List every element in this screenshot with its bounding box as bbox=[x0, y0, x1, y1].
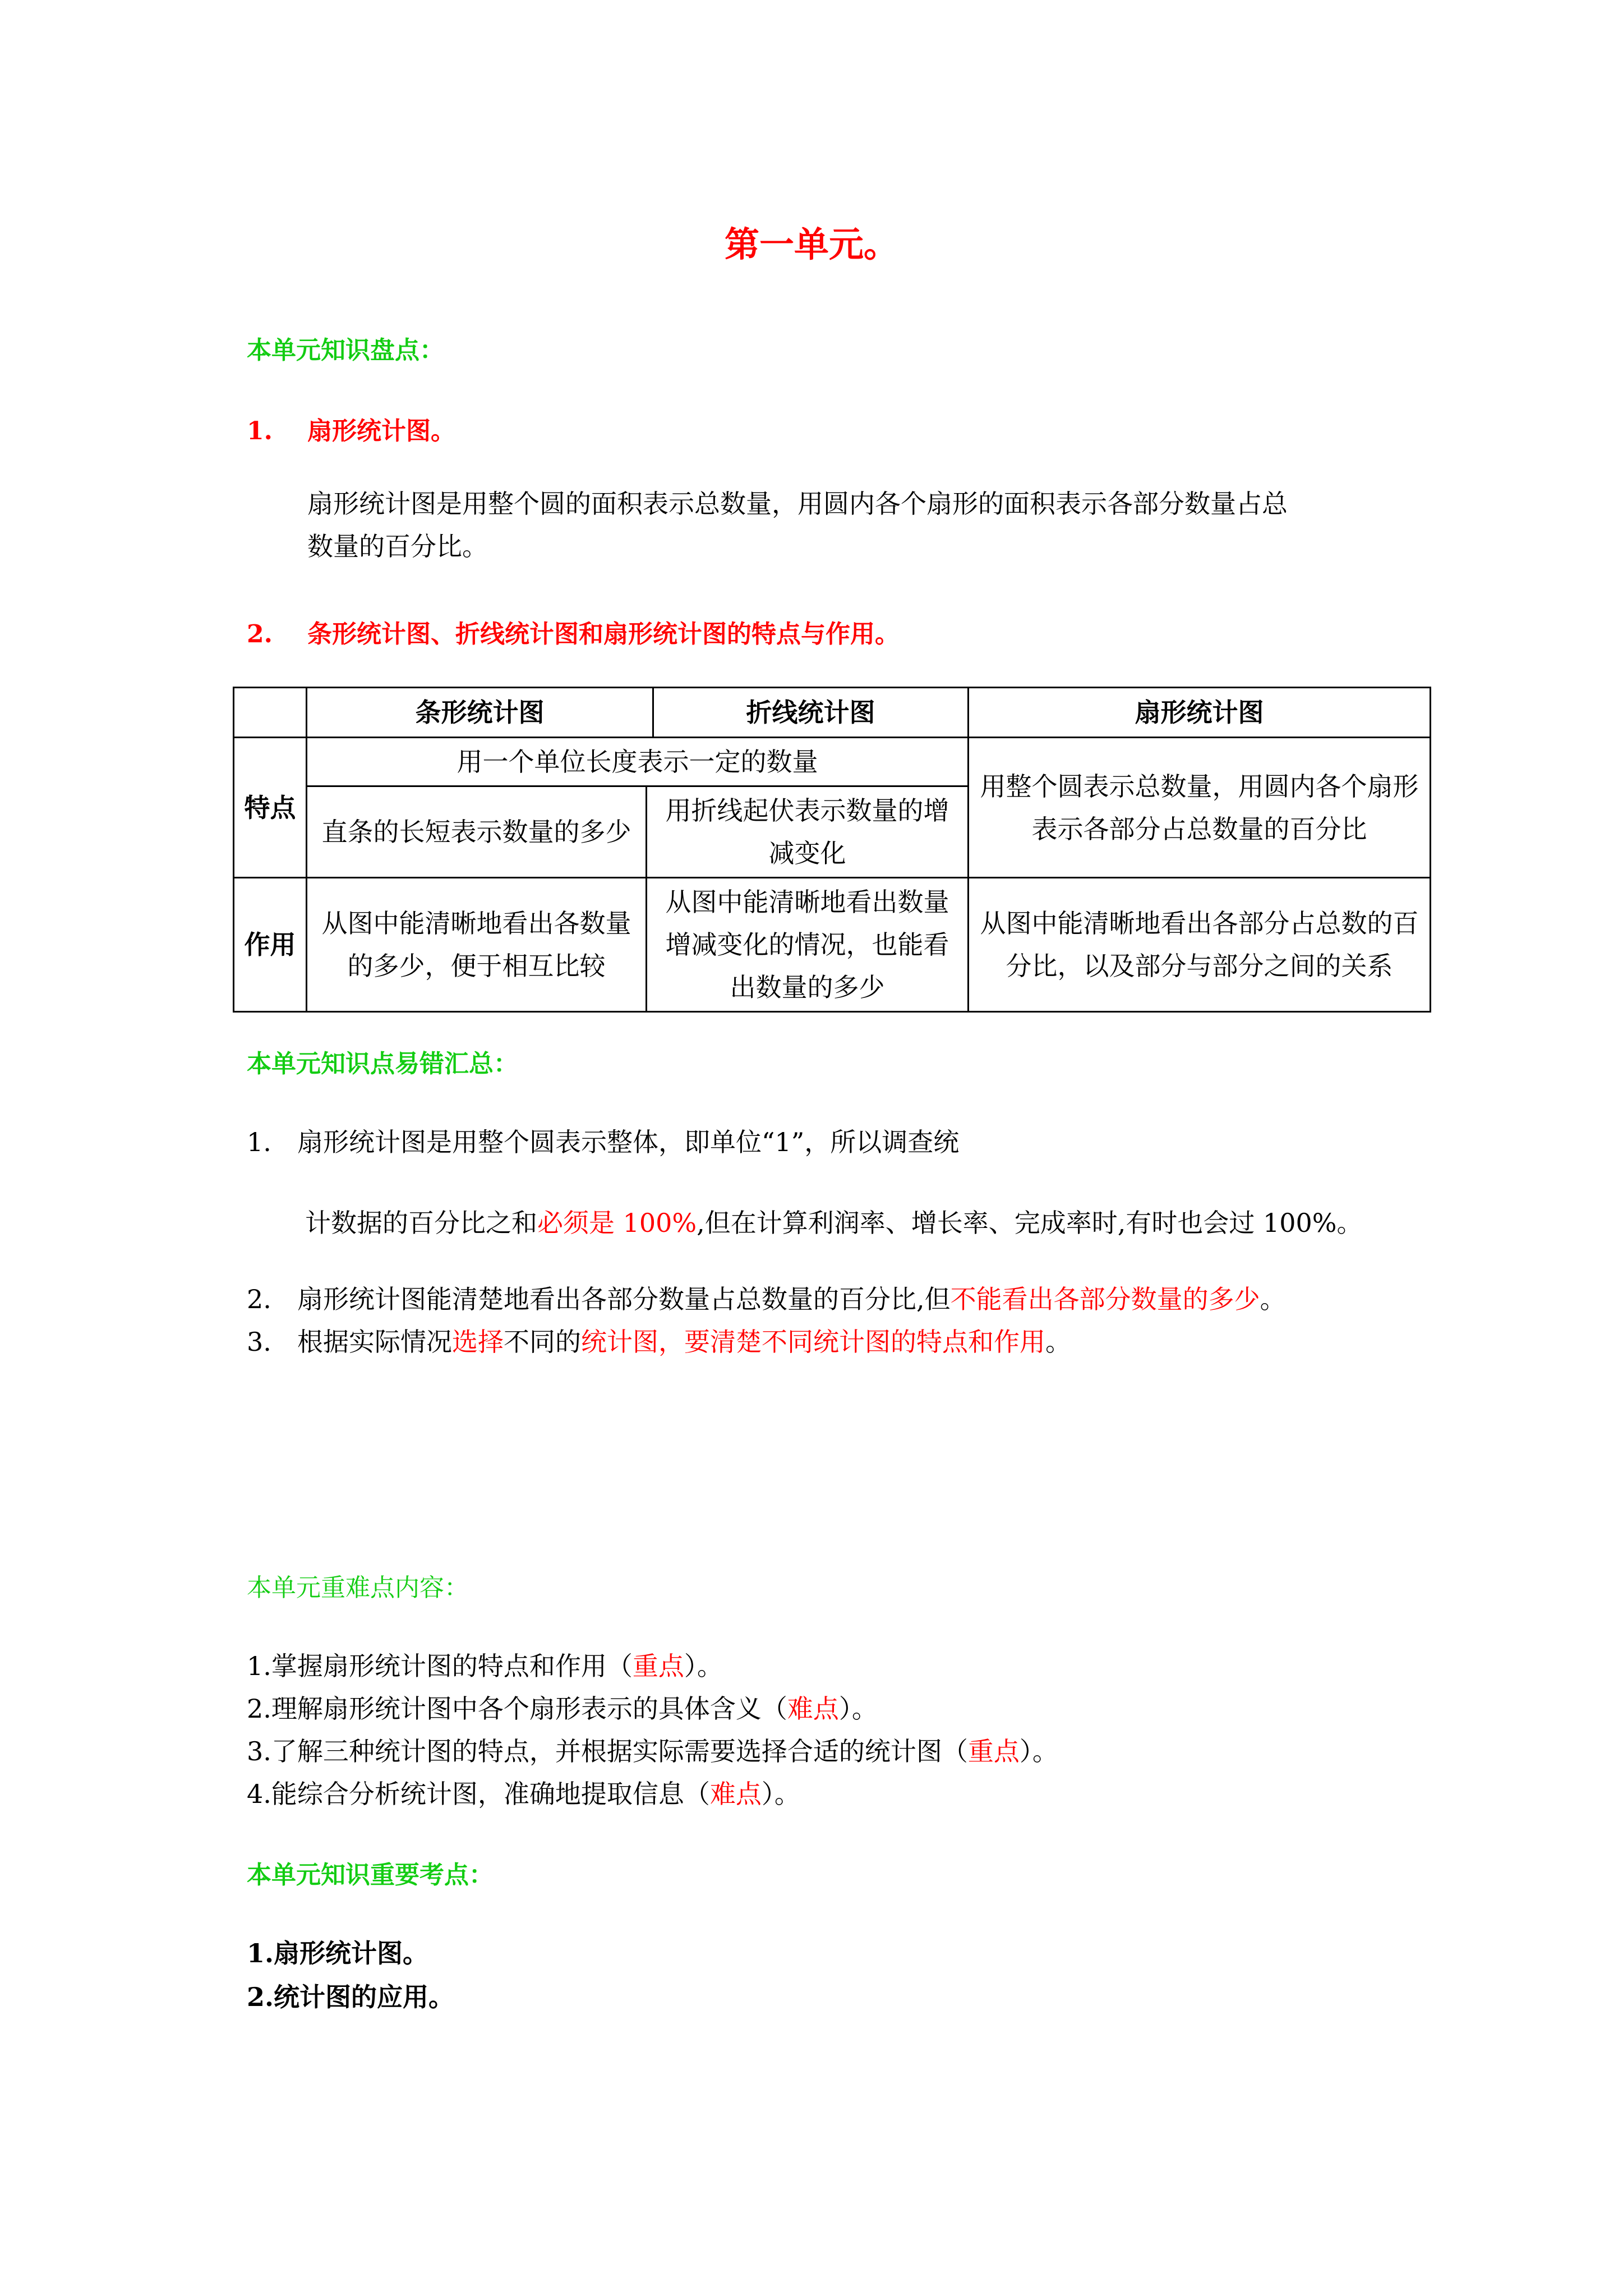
key-point-text-end: ）。 bbox=[684, 1651, 723, 1681]
mistake-3-highlight-2: 统计图，要清楚不同统计图的特点和作用 bbox=[581, 1327, 1045, 1357]
key-point-item bbox=[247, 1774, 800, 1811]
key-point-text: 4.能综合分析统计图，准确地提取信息（ bbox=[247, 1779, 710, 1809]
mistake-item-2 bbox=[247, 1279, 1286, 1316]
mistake-3-highlight: 选择 bbox=[452, 1327, 504, 1357]
section-1-body bbox=[307, 482, 1288, 568]
mistake-2-text: 扇形统计图能清楚地看出各部分数量占总数量的百分比,但 bbox=[297, 1284, 951, 1314]
row-label-feature: 特点 bbox=[234, 738, 307, 878]
mistake-3-text-mid: 不同的 bbox=[504, 1327, 581, 1357]
key-point-tag: 重点 bbox=[632, 1651, 684, 1681]
table-row bbox=[234, 738, 1431, 786]
table-cell: 直条的长短表示数量的多少 bbox=[307, 786, 647, 878]
section-1-heading bbox=[247, 411, 455, 447]
page-title: 第一单元。 bbox=[724, 224, 898, 265]
key-point-tag: 重点 bbox=[967, 1736, 1020, 1766]
key-point-item bbox=[247, 1688, 878, 1726]
key-point-text: 2.理解扇形统计图中各个扇形表示的具体含义（ bbox=[247, 1694, 787, 1724]
mistake-1-highlight: 必须是 100% bbox=[537, 1208, 697, 1238]
table-header-cell: 扇形统计图 bbox=[969, 688, 1431, 738]
key-points-heading: 本单元重难点内容： bbox=[247, 1573, 469, 1602]
row-label-use: 作用 bbox=[234, 878, 307, 1012]
exam-item: 1.扇形统计图。 bbox=[247, 1938, 429, 1968]
key-point-text: 1.掌握扇形统计图的特点和作用（ bbox=[247, 1651, 633, 1681]
mistake-2-highlight: 不能看出各部分数量的多少 bbox=[950, 1284, 1260, 1314]
list-number: 1. bbox=[247, 1127, 271, 1157]
mistake-3-text-end: 。 bbox=[1045, 1327, 1071, 1357]
mistake-2-text-end: 。 bbox=[1260, 1284, 1286, 1314]
table-cell: 用一个单位长度表示一定的数量 bbox=[307, 738, 969, 786]
table-header-cell: 折线统计图 bbox=[653, 688, 969, 738]
key-point-text: 3.了解三种统计图的特点，并根据实际需要选择合适的统计图（ bbox=[247, 1736, 968, 1766]
mistake-item-1 bbox=[247, 1122, 959, 1159]
table-cell: 从图中能清晰地看出数量增减变化的情况，也能看出数量的多少 bbox=[647, 878, 969, 1012]
exam-item: 2.统计图的应用。 bbox=[247, 1982, 455, 2012]
mistake-3-text: 根据实际情况 bbox=[297, 1327, 452, 1357]
key-point-item bbox=[247, 1646, 723, 1683]
section-1-line-1: 扇形统计图是用整个圆的面积表示总数量，用圆内各个扇形的面积表示各部分数量占总 bbox=[307, 489, 1288, 519]
section-2-title: 条形统计图、折线统计图和扇形统计图的特点与作用。 bbox=[307, 620, 900, 648]
section-1-number: 1. bbox=[247, 417, 273, 445]
table-header-row bbox=[234, 688, 1431, 738]
list-number: 2. bbox=[247, 1284, 271, 1314]
mistake-1-line-1: 扇形统计图是用整个圆表示整体，即单位“1”，所以调查统 bbox=[297, 1127, 960, 1157]
key-point-tag: 难点 bbox=[787, 1694, 839, 1724]
mistake-item-3 bbox=[247, 1322, 1071, 1359]
key-point-item bbox=[247, 1731, 1058, 1768]
chart-comparison-table bbox=[233, 687, 1431, 1013]
section-2-heading bbox=[247, 614, 900, 650]
table-cell: 用折线起伏表示数量的增减变化 bbox=[647, 786, 969, 878]
mistake-1-text-end: ,但在计算利润率、增长率、完成率时,有时也会过 100%。 bbox=[697, 1208, 1363, 1238]
mistakes-heading: 本单元知识点易错汇总： bbox=[247, 1050, 518, 1078]
key-point-text-end: ）。 bbox=[838, 1694, 878, 1724]
table-cell: 用整个圆表示总数量，用圆内各个扇形表示各部分占总数量的百分比 bbox=[969, 738, 1431, 878]
table-header-cell bbox=[234, 688, 307, 738]
section-2-number: 2. bbox=[247, 620, 273, 648]
list-number: 3. bbox=[247, 1327, 271, 1357]
table-header-cell: 条形统计图 bbox=[307, 688, 653, 738]
exam-heading: 本单元知识重要考点： bbox=[247, 1861, 494, 1889]
table-row bbox=[234, 878, 1431, 1012]
key-point-tag: 难点 bbox=[709, 1779, 762, 1809]
table-cell: 从图中能清晰地看出各数量的多少，便于相互比较 bbox=[307, 878, 647, 1012]
mistake-item-1-cont bbox=[305, 1203, 1363, 1240]
mistake-1-text: 计数据的百分比之和 bbox=[305, 1208, 537, 1238]
section-1-title: 扇形统计图。 bbox=[307, 417, 455, 445]
section-1-line-2: 数量的百分比。 bbox=[307, 531, 488, 562]
table-cell: 从图中能清晰地看出各部分占总数的百分比，以及部分与部分之间的关系 bbox=[969, 878, 1431, 1012]
key-point-text-end: ）。 bbox=[761, 1779, 800, 1809]
key-point-text-end: ）。 bbox=[1019, 1736, 1058, 1766]
knowledge-heading: 本单元知识盘点： bbox=[247, 336, 444, 365]
